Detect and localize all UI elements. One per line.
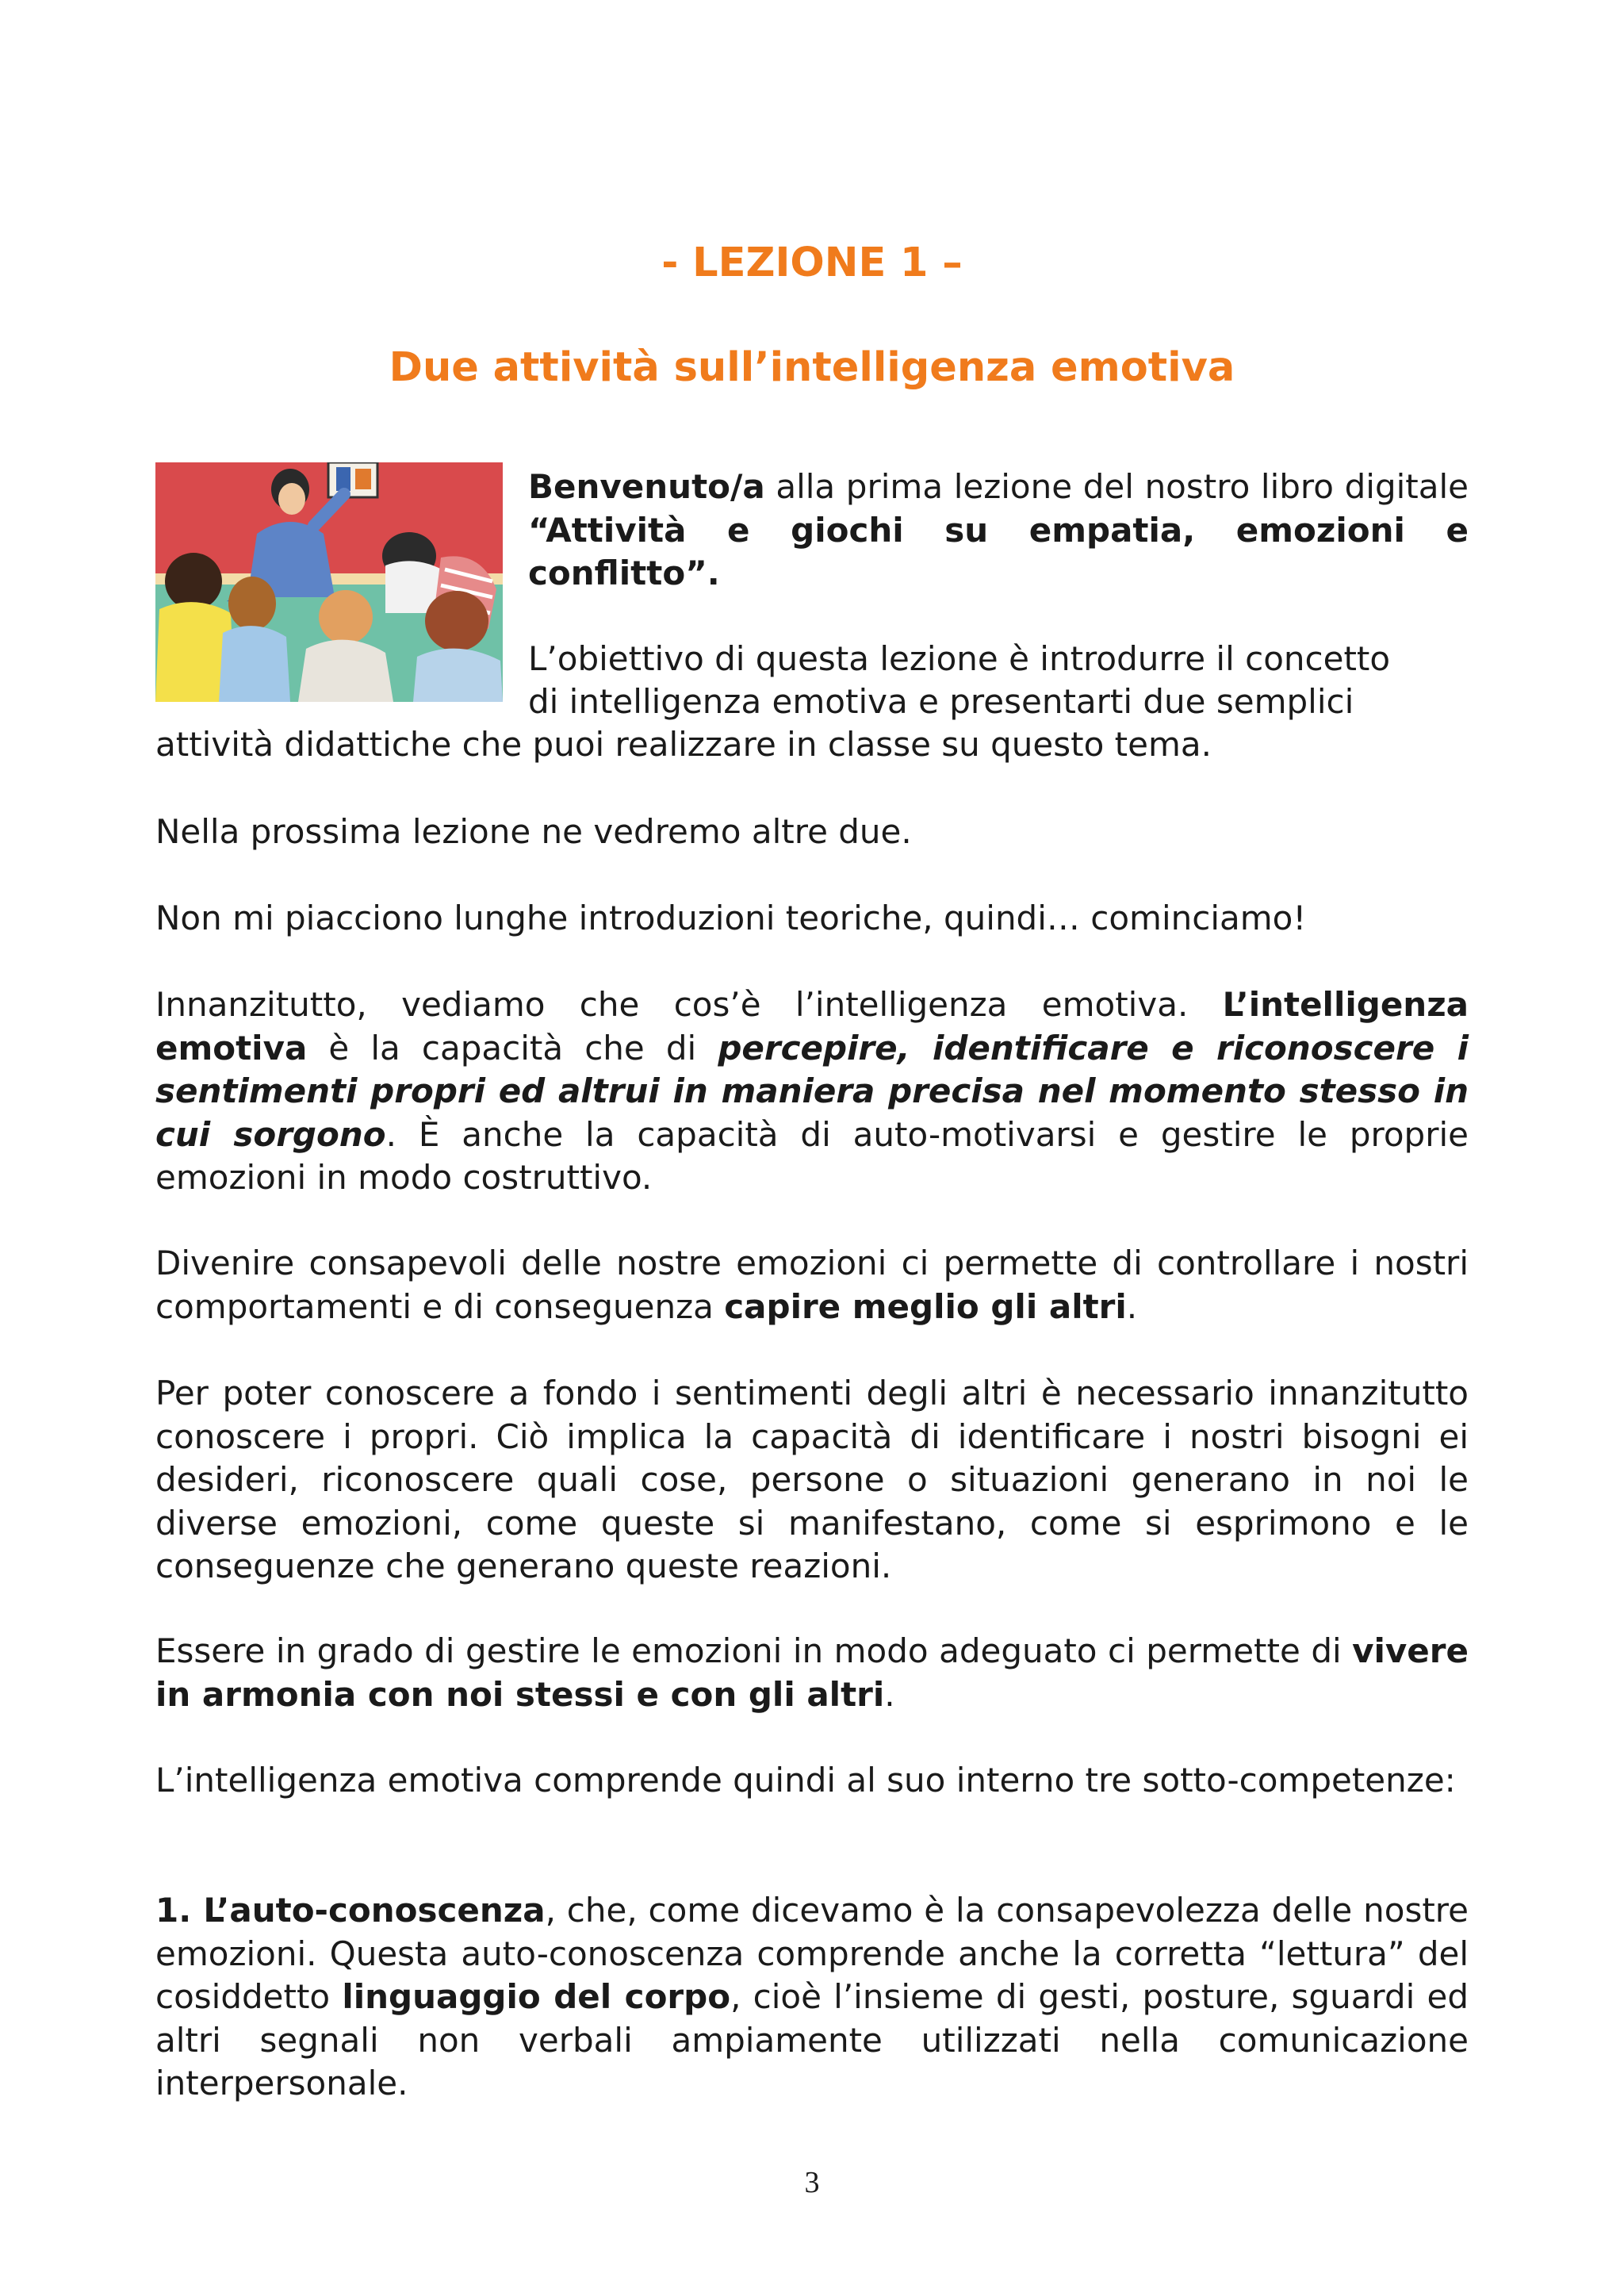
manage-bold: vivere in armonia con noi stessi e con gli altri [155,1631,1469,1714]
item1-body-language-bold: linguaggio del corpo [342,1977,731,2016]
list-item-1 [155,1889,1469,2106]
definition-text-2: è la capacità che di [307,1028,718,1068]
classroom-illustration [155,462,503,702]
next-lesson-paragraph: Nella prossima lezione ne vedremo altre due. [155,812,912,851]
definition-text-3: . È anche la capacità di auto-motivarsi e gestire le proprie emozioni in modo costruttivo. [155,1114,1469,1197]
page-number: 3 [804,2166,820,2199]
item1-heading-bold: 1. L’auto-conoscenza [155,1891,546,1930]
objective-line-1: L’obiettivo di questa lezione è introdurre il concetto [528,639,1391,678]
sub-competences-paragraph: L’intelligenza emotiva comprende quindi al suo interno tre sotto-competenze: [155,1761,1456,1800]
know-others-paragraph: Per poter conoscere a fondo i sentimenti degli altri è necessario innanzitutto conoscere i propri. Ciò implica la capacità di identificare i nostri bisogni ei desideri, riconoscere quali cose, persone o situazioni generano in noi le diverse emozioni, come queste si manifestano, come si esprimono e le conseguenze che generano queste reazioni. [155,1374,1469,1585]
book-title-bold: “Attività e giochi su empatia, emozioni e conflitto”. [528,510,1469,592]
objective-line-2: di intelligenza emotiva e presentarti due semplici [528,682,1354,721]
definition-paragraph [155,983,1469,1200]
definition-text-1: Innanzitutto, vediamo che cos’è l’intelligenza emotiva. [155,985,1223,1024]
manage-text-1: Essere in grado di gestire le emozioni in modo adeguato ci permette di [155,1631,1353,1670]
awareness-bold: capire meglio gli altri [724,1286,1127,1326]
awareness-text-2: . [1126,1286,1138,1326]
welcome-bold: Benvenuto/a [528,467,765,506]
awareness-text-1: Divenire consapevoli delle nostre emozioni ci permette di controllare i nostri comportamenti e di conseguenza [155,1244,1469,1326]
lesson-title: - LEZIONE 1 – [661,240,963,286]
no-intro-paragraph: Non mi piacciono lunghe introduzioni teoriche, quindi… cominciamo! [155,899,1307,937]
intro-paragraph [528,466,1469,596]
objective-line-3: attività didattiche che puoi realizzare in classe su questo tema. [155,725,1212,764]
manage-paragraph [155,1630,1469,1716]
definition-bold-italic: percepire, identificare e riconoscere i sentimenti propri ed altrui in maniera precisa nel momento stesso in cui sorgono [155,1028,1469,1154]
awareness-paragraph [155,1242,1469,1328]
item1-text-1: , che, come dicevamo è la consapevolezza delle nostre emozioni. Questa auto-conoscenza comprende anche la corretta “lettura” del cosiddetto [155,1891,1469,2016]
item1-text-2: , cioè l’insieme di gesti, posture, sguardi ed altri segnali non verbali ampiamente utilizzati nella comunicazione interpersonale. [155,1977,1469,2102]
manage-text-2: . [884,1674,895,1714]
lesson-subtitle: Due attività sull’intelligenza emotiva [389,344,1235,391]
definition-term-bold: L’intelligenza emotiva [155,985,1469,1068]
intro-text: alla prima lezione del nostro libro digitale [764,467,1469,506]
